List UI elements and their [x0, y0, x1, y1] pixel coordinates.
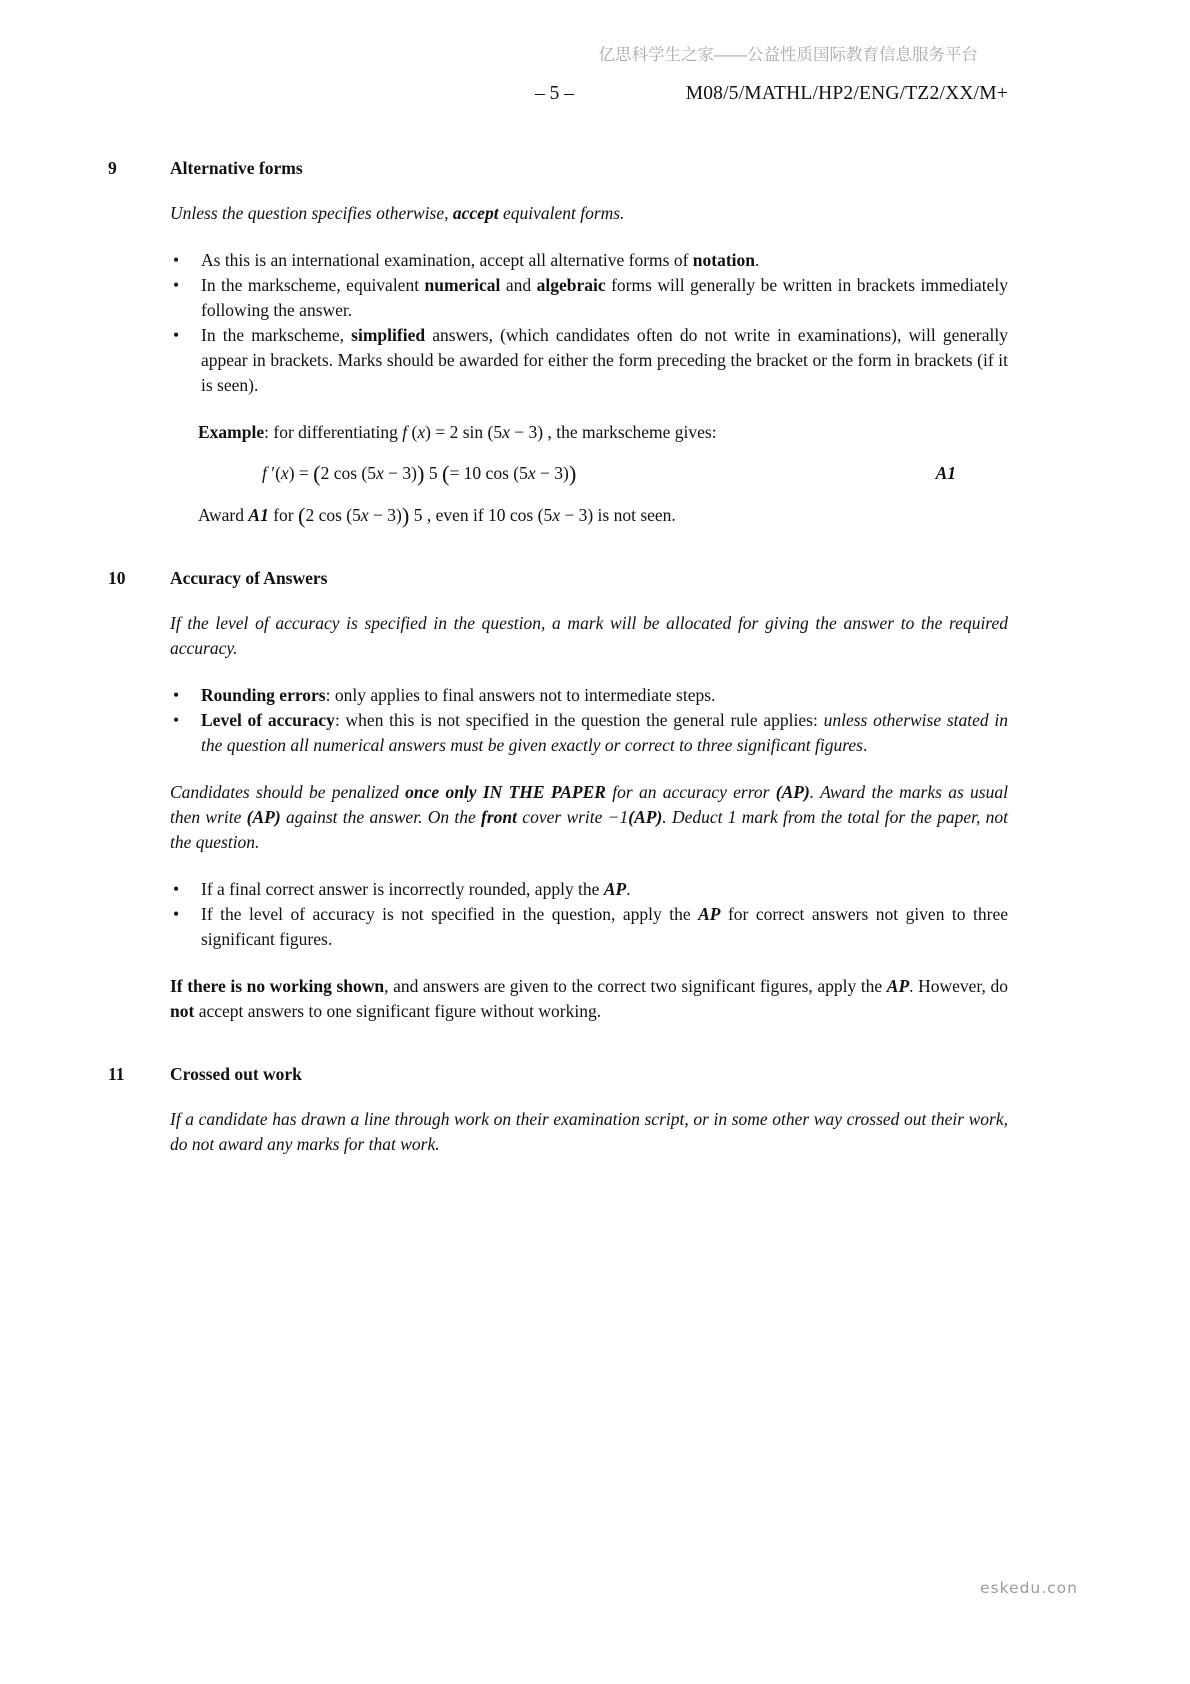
text-run: : only applies to final answers not to intermediate steps.: [325, 685, 716, 705]
text-run: ) = 2 sin (5: [425, 422, 503, 442]
text-run: .: [755, 250, 760, 270]
text-run: : for differentiating: [264, 422, 403, 442]
top-watermark-text: 亿思科学生之家——公益性质国际教育信息服务平台: [598, 46, 978, 64]
paragraph: [170, 1107, 1008, 1157]
text-run: x: [360, 505, 369, 525]
text-run: 2 cos (5: [305, 505, 361, 525]
text-run: against the answer. On the: [280, 807, 482, 827]
paragraph: [198, 503, 1008, 528]
text-run: AP: [698, 904, 721, 924]
bullet-text: [201, 708, 1008, 758]
section-number: 11: [108, 1064, 125, 1084]
text-run: AP: [886, 976, 910, 996]
bullet-icon: •: [173, 710, 180, 730]
text-run: If a candidate has drawn a line through work on their examination script, or in some other way crossed out their work, do not award any marks for that work.: [170, 1109, 1008, 1154]
paragraph: [170, 201, 1008, 226]
section-title: Crossed out work: [170, 1064, 302, 1084]
text-run: accept answers to one significant figure without working.: [194, 1001, 602, 1021]
text-run: once only IN THE PAPER: [405, 782, 606, 802]
text-run: − 3): [368, 505, 402, 525]
section-heading: [108, 566, 1008, 591]
text-run: − 3): [535, 463, 569, 483]
text-run: − 3) , the markscheme gives:: [509, 422, 717, 442]
text-run: A1: [248, 505, 269, 525]
bullet-item: [170, 708, 1008, 758]
bullet-icon: •: [173, 250, 180, 270]
section-body: [170, 1107, 1008, 1157]
section-10: [108, 566, 1008, 1024]
text-run: 5: [424, 463, 442, 483]
text-run: Unless the question specifies otherwise,: [170, 203, 453, 223]
text-run: x: [552, 505, 560, 525]
bullet-text: [201, 248, 1008, 273]
bullet-icon: •: [173, 904, 180, 924]
text-run: ): [417, 461, 425, 487]
text-run: x: [280, 463, 289, 483]
text-run: ) =: [288, 463, 314, 483]
text-run: − 3) is not seen.: [559, 505, 676, 525]
text-run: . Award the marks as usual then write: [170, 782, 1008, 827]
text-run: forms will generally be written in brackets immediately following the answer.: [201, 275, 1008, 320]
text-run: and: [500, 275, 537, 295]
text-run: Level of accuracy: [201, 710, 335, 730]
text-run: As this is an international examination, accept all alternative forms of: [201, 250, 693, 270]
text-run: not: [170, 1001, 195, 1021]
text-run: (: [411, 422, 418, 442]
text-run: Award: [198, 505, 249, 525]
text-run: In the markscheme, equivalent: [201, 275, 425, 295]
text-run: equivalent forms.: [498, 203, 625, 223]
page-header: [108, 44, 1008, 108]
text-run: (AP): [775, 782, 810, 802]
text-run: (: [313, 461, 321, 487]
bullet-icon: •: [173, 879, 180, 899]
text-run: ): [401, 503, 410, 529]
bullet-item: [170, 323, 1008, 398]
bullet-icon: •: [173, 325, 180, 345]
bullet-text: [201, 683, 1008, 708]
paragraph: [170, 974, 1008, 1024]
text-run: In the markscheme,: [201, 325, 352, 345]
bullet-list: [170, 877, 1008, 952]
paragraph: [198, 420, 1008, 445]
section-number: 9: [108, 158, 117, 178]
paragraph: [170, 611, 1008, 661]
bullet-text: [201, 323, 1008, 398]
text-run: x: [376, 463, 384, 483]
text-run: notation: [692, 250, 756, 270]
bullet-list: [170, 683, 1008, 758]
section-number: 10: [108, 568, 126, 588]
text-run: AP: [603, 879, 627, 899]
section-body: [170, 611, 1008, 1024]
section-heading: [108, 156, 1008, 181]
text-run: for an accuracy error: [605, 782, 776, 802]
text-run: , and answers are given to the correct two significant figures, apply the: [384, 976, 887, 996]
text-run: simplified: [351, 325, 426, 345]
formula-row: [170, 457, 1008, 489]
bullet-text: [201, 877, 1008, 902]
paragraph: [170, 780, 1008, 855]
text-run: .: [862, 735, 868, 755]
bullet-item: [170, 273, 1008, 323]
text-run: Candidates should be penalized: [170, 782, 406, 802]
text-run: (: [441, 461, 450, 487]
text-run: front: [481, 807, 518, 827]
bullet-item: [170, 902, 1008, 952]
text-run: . However, do: [909, 976, 1008, 996]
bullet-item: [170, 683, 1008, 708]
text-run: f: [402, 422, 412, 442]
formula-expression: [262, 461, 577, 487]
footer-watermark: eskedu.con: [980, 1579, 1078, 1597]
text-run: x: [527, 463, 536, 483]
document-body: [108, 156, 1008, 1157]
text-run: ′(: [266, 463, 281, 483]
text-run: for correct answers not given to three significant figures.: [201, 904, 1008, 949]
text-run: ): [568, 461, 577, 487]
text-run: accept: [452, 203, 499, 223]
text-run: (AP): [246, 807, 281, 827]
text-run: : when this is not specified in the question the general rule applies:: [334, 710, 824, 730]
text-run: .: [626, 879, 631, 899]
text-run: f: [262, 463, 267, 483]
bullet-icon: •: [173, 685, 180, 705]
text-run: Rounding errors: [201, 685, 326, 705]
section-body: [170, 201, 1008, 528]
text-run: If there is no working shown: [170, 976, 385, 996]
text-run: x: [417, 422, 426, 442]
bullet-text: [201, 273, 1008, 323]
text-run: answers, (which candidates often do not write in examinations), will generally appear in brackets. Marks should be awarded for either the form preceding the bracket or the form in brackets (if it is seen).: [201, 325, 1008, 395]
text-run: If the level of accuracy is specified in the question, a mark will be allocated for giving the answer to the required accuracy.: [170, 613, 1008, 658]
bullet-icon: •: [173, 275, 180, 295]
page-number: – 5 –: [535, 83, 574, 104]
bullet-text: [201, 902, 1008, 952]
mark-label: A1: [935, 463, 956, 483]
text-run: x: [502, 422, 510, 442]
document-code: M08/5/MATHL/HP2/ENG/TZ2/XX/M+: [685, 83, 1008, 104]
text-run: cover write −1: [517, 807, 629, 827]
section-title: Accuracy of Answers: [170, 568, 328, 588]
text-run: = 10 cos (5: [449, 463, 528, 483]
text-run: (: [297, 503, 306, 529]
text-run: unless otherwise stated in the question all numerical answers must be given exactly or correct to three significant figures: [201, 710, 1009, 755]
text-run: . Deduct 1 mark from the total for the paper, not the question.: [170, 807, 1008, 852]
text-run: for: [268, 505, 298, 525]
section-9: [108, 156, 1008, 528]
text-run: 5 , even if 10 cos (5: [409, 505, 553, 525]
text-run: − 3): [383, 463, 417, 483]
header-line: [108, 80, 1008, 108]
text-run: If a final correct answer is incorrectly rounded, apply the: [201, 879, 604, 899]
bullet-list: [170, 248, 1008, 398]
text-run: 2 cos (5: [320, 463, 377, 483]
bullet-item: [170, 877, 1008, 902]
section-title: Alternative forms: [170, 158, 303, 178]
text-run: If the level of accuracy is not specified in the question, apply the: [201, 904, 699, 924]
text-run: numerical: [424, 275, 501, 295]
section-heading: [108, 1062, 1008, 1087]
bullet-item: [170, 248, 1008, 273]
section-11: [108, 1062, 1008, 1157]
text-run: (AP): [628, 807, 663, 827]
text-run: Example: [198, 422, 265, 442]
text-run: algebraic: [536, 275, 606, 295]
